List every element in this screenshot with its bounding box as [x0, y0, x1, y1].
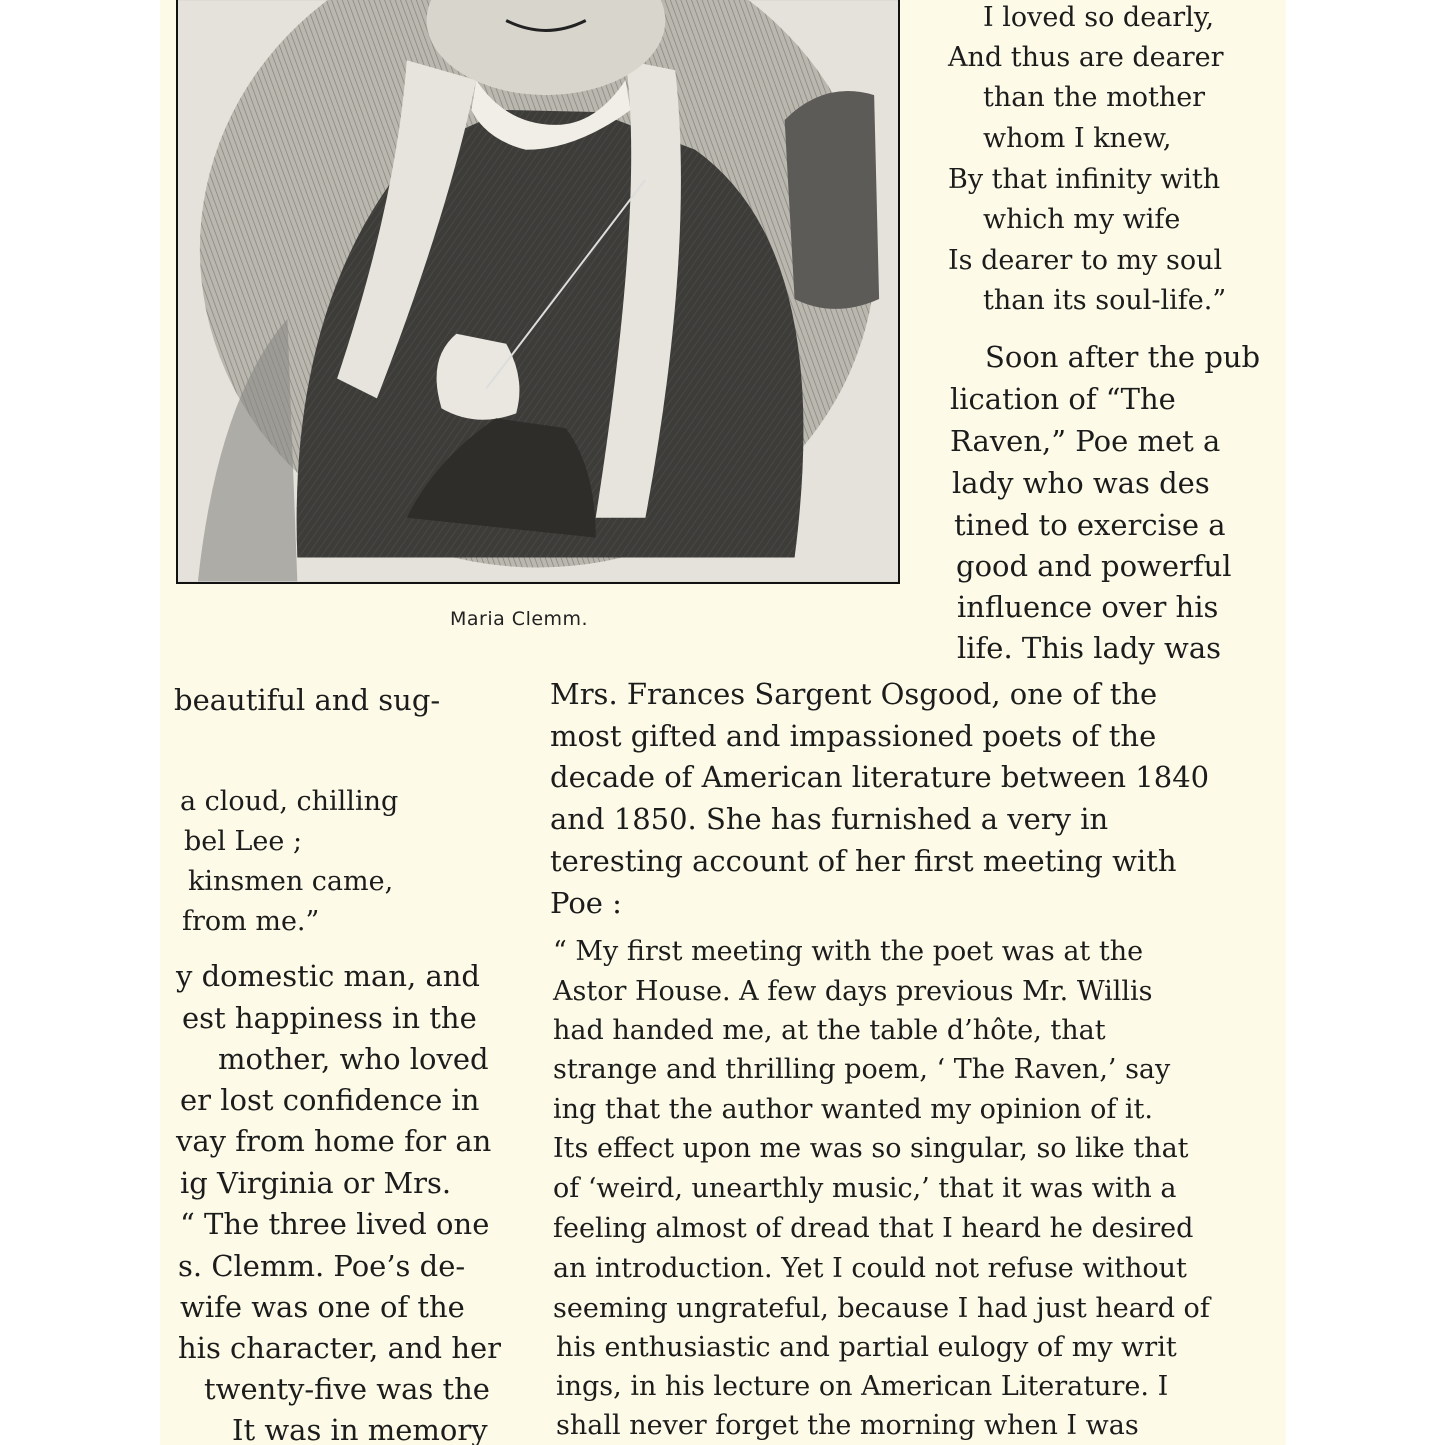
text-line: lady who was des — [952, 466, 1210, 500]
text-line: influence over his — [957, 590, 1219, 624]
poem-line: a cloud, chilling — [180, 786, 399, 817]
poem-line: And thus are dearer — [948, 42, 1224, 73]
text-line: vay from home for an — [176, 1124, 492, 1158]
text-line: ing that the author wanted my opinion of it. — [553, 1094, 1153, 1125]
poem-line: bel Lee ; — [184, 826, 303, 857]
text-line: most gifted and impassioned poets of the — [550, 719, 1157, 753]
poem-line: I loved so dearly, — [983, 2, 1215, 33]
text-line: “ My first meeting with the poet was at the — [553, 936, 1144, 967]
portrait-caption: Maria Clemm. — [450, 608, 589, 630]
text-line: an introduction. Yet I could not refuse without — [553, 1253, 1187, 1284]
text-line: It was in memory — [232, 1413, 488, 1445]
text-line: tined to exercise a — [954, 508, 1226, 542]
text-line: Its effect upon me was so singular, so like that — [553, 1133, 1189, 1164]
text-line: his enthusiastic and partial eulogy of my writ — [556, 1332, 1177, 1363]
portrait-image — [178, 0, 898, 582]
text-line: wife was one of the — [180, 1290, 465, 1324]
text-line: ig Virginia or Mrs. — [180, 1166, 452, 1200]
text-line: beautiful and sug- — [174, 683, 441, 717]
text-line: life. This lady was — [957, 631, 1222, 665]
text-line: strange and thrilling poem, ‘ The Raven,’ say — [553, 1054, 1171, 1085]
poem-line: kinsmen came, — [188, 866, 394, 897]
poem-line: than its soul-life.” — [983, 285, 1227, 316]
text-line: Poe : — [550, 886, 622, 920]
text-line: his character, and her — [178, 1331, 502, 1365]
text-line: “ The three lived one — [180, 1207, 490, 1241]
text-line: Mrs. Frances Sargent Osgood, one of the — [550, 677, 1158, 711]
scanned-page — [160, 0, 1286, 1445]
text-line: est happiness in the — [182, 1001, 477, 1035]
text-line: twenty-five was the — [204, 1372, 490, 1406]
text-line: y domestic man, and — [176, 959, 480, 993]
text-line: mother, who loved — [218, 1042, 489, 1076]
text-line: lication of “The — [950, 382, 1176, 416]
text-line: Raven,” Poe met a — [950, 424, 1221, 458]
text-line: had handed me, at the table d’hôte, that — [553, 1015, 1106, 1046]
text-line: teresting account of her first meeting with — [550, 844, 1177, 878]
text-line: Soon after the pub — [985, 340, 1261, 374]
text-line: shall never forget the morning when I was — [556, 1410, 1139, 1441]
poem-line: By that infinity with — [948, 164, 1221, 195]
text-line: s. Clemm. Poe’s de- — [178, 1249, 466, 1283]
text-line: of ‘weird, unearthly music,’ that it was with a — [553, 1173, 1177, 1204]
poem-line: than the mother — [983, 82, 1206, 113]
text-line: and 1850. She has furnished a very in — [550, 802, 1109, 836]
poem-line: whom I knew, — [983, 123, 1172, 154]
poem-line: which my wife — [983, 204, 1181, 235]
text-line: good and powerful — [956, 549, 1232, 583]
text-line: feeling almost of dread that I heard he desired — [553, 1213, 1194, 1244]
portrait-engraving — [176, 0, 900, 584]
poem-line: Is dearer to my soul — [948, 245, 1223, 276]
text-line: ings, in his lecture on American Literature. I — [556, 1371, 1169, 1402]
poem-line: from me.” — [182, 906, 320, 937]
text-line: er lost confidence in — [180, 1083, 480, 1117]
text-line: seeming ungrateful, because I had just heard of — [553, 1293, 1210, 1324]
text-line: decade of American literature between 1840 — [550, 760, 1210, 794]
text-line: Astor House. A few days previous Mr. Willis — [553, 976, 1153, 1007]
